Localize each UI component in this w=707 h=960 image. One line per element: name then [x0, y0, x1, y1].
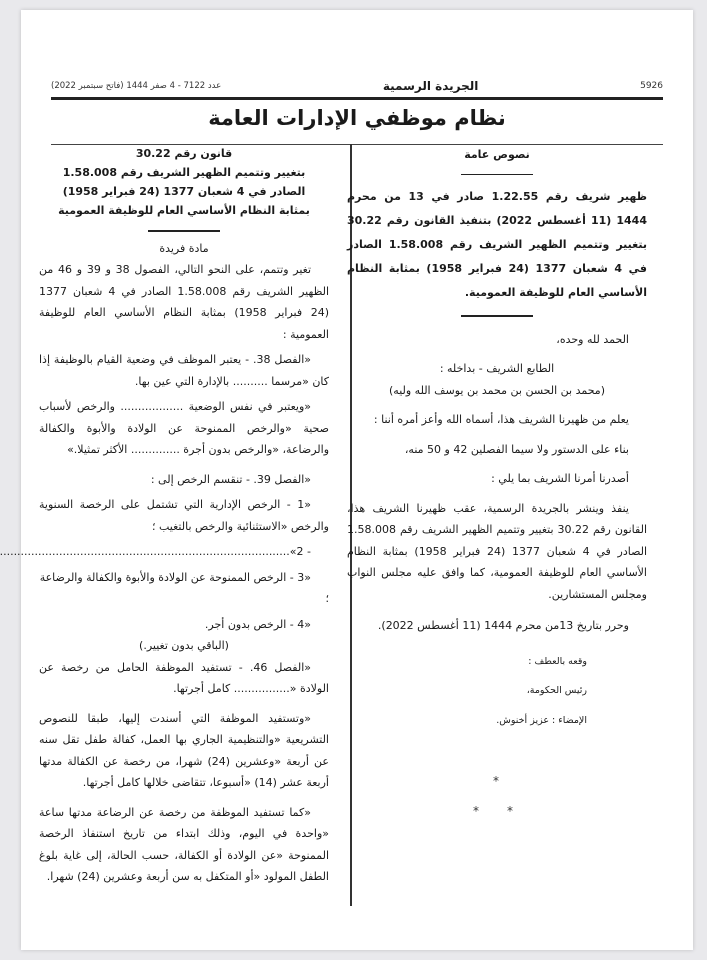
law-title-line: بتغيير وتتميم الظهير الشريف رقم 1.58.008: [62, 166, 306, 179]
separator: [461, 174, 533, 176]
law-title-line: قانون رقم 30.22: [135, 147, 233, 160]
asterisk-mark: *: [507, 804, 513, 818]
article-39-item-2: [0, 541, 329, 563]
item-2-number: - 2»: [289, 545, 311, 558]
section-heading: نصوص عامة: [464, 148, 530, 161]
article-heading: مادة فريدة: [159, 241, 209, 255]
header-rule: [51, 97, 663, 100]
promulgation-body: ينفذ وينشر بالجريدة الرسمية، عقب ظهيرنا الشريف هذا، القانون رقم 30.22 بتغيير وتتميم الظهير الشريف رقم 1.58.008 الصادر في 4 شعبان 1377 (24 فبراير 1958) بمثابة النظام الأساسي العام للوظيفة العمومية، كما وافق عليه مجلس النواب ومجلس المستشارين.: [347, 501, 648, 601]
separator: [148, 230, 220, 232]
article-39-item-4: «4 - الرخص بدون أجر.: [204, 617, 311, 631]
gazette-name: الجريدة الرسمية: [382, 79, 479, 93]
item-2-dots: ...................................................................................: [0, 545, 290, 558]
article-46-paragraph-3: «كما تستفيد الموظفة من رخصة عن الرضاعة مدتها ساعة «واحدة في اليوم، وذلك ابتداء من تاريخ استنفاذ الرخصة الممنوحة «عن الولادة أو الكفالة، حسب الحالة، إلى غاية بلوغ الطفل المولود «أو المتكفل به سن أربعة وعشرين (24) شهرا.: [39, 805, 329, 883]
basis-line: بناء على الدستور ولا سيما الفصلين 42 و 50 منه،: [404, 442, 629, 456]
law-title-line: الصادر في 4 شعبان 1377 (24 فبراير 1958): [62, 185, 306, 198]
decree-line: أصدرنا أمرنا الشريف بما يلي :: [491, 472, 629, 485]
praise-line: الحمد لله وحده،: [556, 332, 629, 346]
head-of-government: رئيس الحكومة،: [526, 685, 587, 696]
article-38-paragraph-2: «ويعتبر في نفس الوضعية .................. والرخص لأسباب صحية «والرخص الممنوحة عن الولادة والأبوة والكفالة والرضاعة، «والرخص بدون أجرة .............. الأكثر تمثيلا.»: [39, 400, 329, 456]
asterisk-mark: *: [473, 804, 479, 818]
article-46-paragraph-1: «الفصل 46. - تستفيد الموظفة الحامل من رخصة عن الولادة «................ كامل أجرتها.: [39, 660, 329, 695]
left-column: [0, 144, 329, 888]
dahir-title: ظهير شريف رقم 1.22.55 صادر في 13 من محرم 1444 (11 أغسطس 2022) بتنفيذ القانون رقم 30.22 بتغيير وتتميم الظهير الشريف رقم 1.58.008 الصادر في 4 شعبان 1377 (24 فبراير 1958) بمثابة النظام الأساسي العام للوظيفة العمومية.: [347, 190, 647, 299]
notice-line: يعلم من ظهيرنا الشريف هذا، أسماه الله وأعز أمره أننا :: [373, 413, 629, 426]
seal-line: الطابع الشريف - بداخله :: [439, 362, 555, 375]
asterisk-mark: *: [493, 774, 499, 788]
end-marks: [347, 771, 647, 831]
running-header: [51, 78, 663, 94]
unchanged-note: (الباقي بدون تغيير.): [139, 639, 229, 652]
seal-name: (محمد بن الحسن بن محمد بن يوسف الله وليه): [389, 383, 605, 397]
article-39-heading: «الفصل 39. - تنقسم الرخص إلى :: [150, 472, 311, 486]
countersigned-line: وقعه بالعطف :: [528, 655, 587, 667]
issue-info: عدد 7122 - 4 صفر 1444 (فاتح سبتمبر 2022): [51, 81, 222, 91]
dated-line: وحرر بتاريخ 13من محرم 1444 (11 أغسطس 2022).: [377, 619, 629, 632]
intro-paragraph: تغير وتتمم، على النحو التالي، الفصول 38 و 39 و 46 من الظهير الشريف رقم 1.58.008 الصادر في 4 شعبان 1377 (24 فبراير 1958) بمثابة النظام الأساسي العام للوظيفة العمومية :: [39, 263, 329, 341]
signature-line: الإمضاء : عزيز أخنوش.: [496, 714, 587, 726]
page-number: 5926: [640, 81, 663, 91]
article-46-paragraph-2: «وتستفيد الموظفة التي أسندت إليها، طبقا للنصوص التشريعية «والتنظيمية الجاري بها العمل، كفالة طفل تقل سنه عن أربعة «وعشرين (24) شهرا، من رخصة عن الكفالة مدتها أربعة عشر (14) «أسبوعا، تتقاضى خلالها كامل أجرتها.: [39, 711, 329, 789]
right-column: [347, 144, 647, 831]
page-title: نظام موظفي الإدارات العامة: [208, 106, 506, 130]
article-38-paragraph-1: «الفصل 38. - يعتبر الموظف في وضعية القيام بالوظيفة إذا كان «مرسما .......... بالإدارة التي عين بها.: [39, 353, 329, 388]
article-39-item-1: «1 - الرخص الإدارية التي تشتمل على الرخصة السنوية والرخص «الاستثنائية والرخص بالتغيب ؛: [39, 498, 329, 533]
article-39-item-3: «3 - الرخص الممنوحة عن الولادة والأبوة والكفالة والرضاعة ؛: [39, 570, 329, 605]
law-title-line: بمثابة النظام الأساسي العام للوظيفة العمومية: [58, 204, 310, 217]
separator: [461, 315, 533, 317]
